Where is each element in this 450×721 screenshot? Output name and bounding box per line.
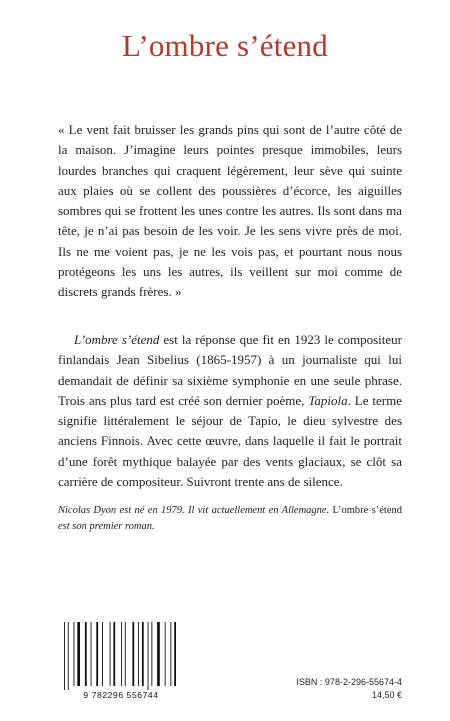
- barcode-bars: [58, 620, 184, 690]
- barcode-bar: [121, 622, 122, 686]
- book-title: L’ombre s’étend: [122, 28, 328, 63]
- author-bio-title-ref: L’ombre s’étend: [329, 505, 402, 516]
- barcode-bar: [157, 622, 160, 686]
- barcode-bar: [165, 622, 166, 686]
- author-bio-text-2: est son premier roman.: [58, 521, 155, 532]
- summary-title-ref: L’ombre s’étend: [74, 332, 160, 347]
- barcode-bar: [91, 622, 92, 686]
- barcode-bar: [132, 622, 134, 686]
- barcode-bar: [174, 622, 176, 686]
- barcode-bar: [68, 622, 69, 690]
- barcode-bar: [138, 622, 139, 686]
- barcode-bar: [102, 622, 103, 686]
- barcode: [58, 620, 184, 702]
- barcode-bar: [113, 622, 115, 686]
- barcode-bar: [170, 622, 171, 686]
- summary-text-1: est la réponse que fit en 1923 le compositeur finlandais Jean Sibelius (1865-1957) à un journaliste qui lui demandait de définir sa sixième symphonie en une seule phrase. Trois ans plus tard est créé son dernier poème,: [58, 332, 402, 408]
- price: 14,50 €: [371, 690, 402, 700]
- author-bio: [58, 503, 402, 535]
- summary-paragraph: [58, 330, 402, 492]
- barcode-bar: [64, 622, 65, 690]
- barcode-bar: [85, 622, 87, 686]
- author-bio-text-1: Nicolas Dyon est né en 1979. Il vit actuellement en Allemagne.: [58, 505, 330, 516]
- barcode-bar: [148, 622, 149, 690]
- summary-work-ref: Tapiola: [308, 392, 348, 408]
- barcode-bar: [77, 622, 80, 686]
- isbn: ISBN : 978-2-296-55674-4: [296, 677, 402, 687]
- barcode-bar: [110, 622, 111, 686]
- summary-text-2: . Le terme signifie littéralement le séjour de Tapio, le dieu sylvestre des anciens Finnois. Avec cette œuvre, dans laquelle il fait le portrait d’une forêt mythique balayée par des vents glaciaux, se clôt sa carrière de compositeur. Suivront trente ans de silence.: [58, 392, 403, 490]
- barcode-number: 9 782296 556744: [83, 690, 159, 700]
- barcode-bar: [151, 622, 152, 686]
- barcode-bar: [96, 622, 98, 686]
- barcode-bar: [74, 622, 75, 686]
- barcode-bar: [125, 622, 126, 686]
- epigraph-quote: « Le vent fait bruisser les grands pins qui sont de l’autre côté de la maison. J’imagine leurs pointes presque immobiles, leurs lourdes branches qui craquent légèrement, leur sève qui suinte aux plaies où se collent des poussières d’écorce, les aiguilles sombres qui se frottent les unes contre les autres. Ils sont dans ma tête, je n’ai pas besoin de les voir. Je les sens vivre près de moi. Ils ne me voient pas, je ne les vois pas, et pourtant nous nous protégeons les uns les autres, ils veillent sur moi comme de discrets grands frères. »: [58, 122, 402, 300]
- barcode-bar: [142, 622, 144, 686]
